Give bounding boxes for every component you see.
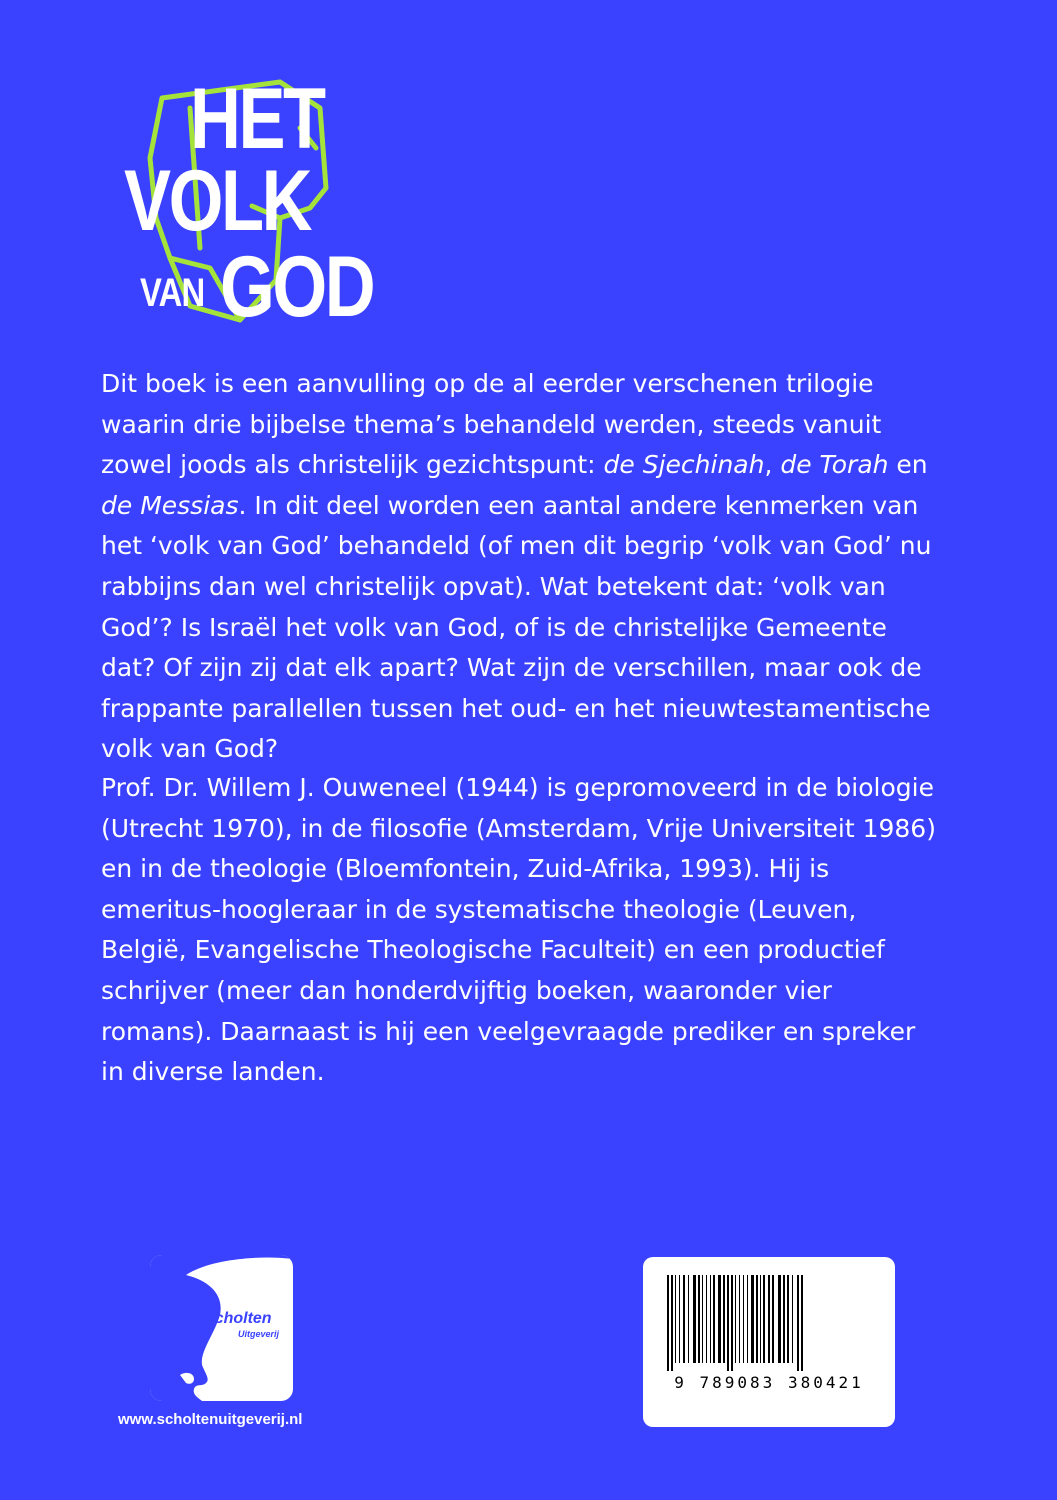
barcode-bar [706,1275,707,1363]
title-het: HET [190,71,324,167]
barcode-bar [731,1275,733,1371]
publisher-name: Scholten [204,1310,272,1327]
barcode-bar [743,1275,744,1363]
barcode-bar [756,1275,758,1363]
barcode-bar [710,1275,711,1363]
barcode-bar [787,1275,789,1363]
barcode-bar [747,1275,748,1363]
isbn-number: 9 789083 380421 [674,1373,864,1392]
barcode-bar [768,1275,770,1363]
barcode-bar [723,1275,725,1363]
barcode-bar [698,1275,700,1363]
title-volk: VOLK [124,153,311,249]
profile-silhouette-icon [150,1255,293,1401]
author-bio-text: Prof. Dr. Willem J. Ouweneel (1944) is gepromoveerd in de biologie (Utrecht 1970), in de filosofie (Amsterdam, Vrije Universiteit 1986) en in de theologie (Bloemfontein, Zuid-Afrika, 1993). Hij is emeritus-hoogleraar in de systematische theologie (Leuven, België, Evangelische Theologische Faculteit) en een productief schrijver (meer dan honderdvijftig boeken, waaronder vier romans). Daarnaast is hij een veelgevraagde prediker en spreker in diverse landen. [101,773,936,1087]
barcode-bar [760,1275,761,1363]
barcode-bar [688,1275,689,1363]
blurb-paragraph [101,364,941,770]
blurb-sep-2: en [888,450,928,480]
barcode-bar [778,1275,781,1363]
barcode-bar [735,1275,736,1363]
blurb-sep-1: , [764,450,781,480]
barcode-bar [693,1275,696,1363]
cover-title [124,68,390,338]
barcode-bar [763,1275,765,1363]
barcode-bars [663,1275,875,1371]
barcode-bar [739,1275,740,1363]
barcode-bar [801,1275,803,1371]
author-bio [101,768,941,1093]
barcode-bar [679,1275,680,1363]
barcode-bar [718,1275,721,1363]
title-van: VAN [140,271,205,315]
blurb-text-a: Dit boek is een aanvulling op de al eerder verschenen trilogie waarin drie bijbelse thema’s behandeld werden, steeds vanuit zowel joods als christelijk gezichtspunt: [101,369,882,480]
blurb-emphasis-messias: de Messias [101,490,239,520]
barcode-bar [797,1275,799,1371]
title-god: GOD [220,239,374,335]
barcode-bar [727,1275,729,1371]
barcode [643,1257,895,1427]
barcode-bar [783,1275,785,1363]
barcode-bar [713,1275,715,1363]
barcode-bar [667,1275,669,1371]
barcode-bar [671,1275,673,1371]
publisher-logo [150,1255,293,1401]
barcode-bar [683,1275,685,1363]
barcode-bar [702,1275,703,1363]
barcode-bar [751,1275,754,1363]
blurb-emphasis-torah: de Torah [780,450,889,480]
barcode-bar [772,1275,774,1363]
barcode-bar [675,1275,676,1363]
barcode-bar [792,1275,793,1363]
publisher-sub: Uitgeverij [238,1329,280,1339]
blurb-text-b: . In dit deel worden een aantal andere kenmerken van het ‘volk van God’ behandeld (of men dit begrip ‘volk van God’ nu rabbijns dan wel christelijk opvat). Wat betekent dat: ‘volk van God’? Is Israël het volk van God, of is de christelijke Gemeente dat? Of zijn zij dat elk apart? Wat zijn de verschillen, maar ook de frappante parallellen tussen het oud- en het nieuwtestamentische volk van God? [101,490,932,764]
blurb-emphasis-sjechinah: de Sjechinah [603,450,765,480]
publisher-website: www.scholtenuitgeverij.nl [118,1411,303,1428]
